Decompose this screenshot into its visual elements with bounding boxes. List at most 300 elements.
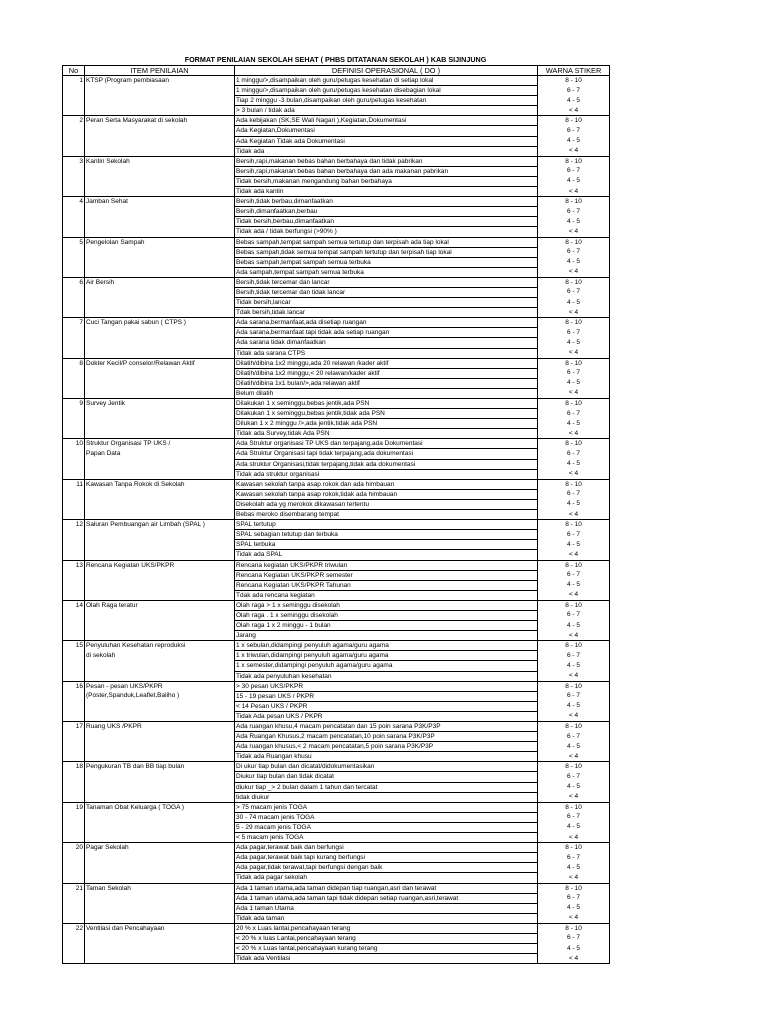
table-row xyxy=(63,136,610,146)
item-definition: Ada sampah,tempat sampah semua terbuka xyxy=(235,267,538,277)
item-name xyxy=(85,792,235,802)
item-number: 4 xyxy=(63,197,85,207)
sticker-score: < 4 xyxy=(538,348,610,358)
sticker-score: 6 - 7 xyxy=(538,570,610,580)
item-definition: Tidak ada SPAL xyxy=(235,550,538,560)
item-name: Ruang UKS /PKPR xyxy=(85,722,235,732)
table-row xyxy=(63,812,610,822)
item-definition: Tidak ada taman xyxy=(235,913,538,923)
item-definition: Ada pagar,terawat baik tapi kurang berfungsi xyxy=(235,853,538,863)
item-number xyxy=(63,308,85,318)
item-definition: Di ukur tiap bulan dan dicatat/didokumentasikan xyxy=(235,762,538,772)
item-number xyxy=(63,954,85,964)
item-name xyxy=(85,409,235,419)
sticker-score: 6 - 7 xyxy=(538,287,610,297)
sticker-score: < 4 xyxy=(538,429,610,439)
sticker-score: < 4 xyxy=(538,873,610,883)
item-name: Dokter Kecil/P conselor/Relawan Aktif xyxy=(85,358,235,368)
table-row xyxy=(63,247,610,257)
item-number: 11 xyxy=(63,479,85,489)
table-row xyxy=(63,328,610,338)
item-definition: 5 - 29 macam jenis TOGA xyxy=(235,822,538,832)
table-row xyxy=(63,944,610,954)
item-name xyxy=(85,308,235,318)
item-definition: Dilakukan 1 x seminggu,bebas jentik,ada PSN xyxy=(235,399,538,409)
sticker-score: 6 - 7 xyxy=(538,893,610,903)
table-row xyxy=(63,287,610,297)
item-definition: SPAL terbuka xyxy=(235,540,538,550)
item-number: 17 xyxy=(63,722,85,732)
sticker-score: 4 - 5 xyxy=(538,540,610,550)
table-row xyxy=(63,96,610,106)
item-number xyxy=(63,540,85,550)
item-name xyxy=(85,772,235,782)
item-number xyxy=(63,136,85,146)
sticker-score: 8 - 10 xyxy=(538,277,610,287)
table-row xyxy=(63,621,610,631)
item-number xyxy=(63,388,85,398)
table-row xyxy=(63,580,610,590)
item-name: Olah Raga teratur xyxy=(85,600,235,610)
table-row xyxy=(63,681,610,691)
table-row xyxy=(63,752,610,762)
sticker-score: < 4 xyxy=(538,106,610,116)
item-name xyxy=(85,207,235,217)
item-definition: Bebas sampah,tempat sampah semua terbuka xyxy=(235,257,538,267)
document-title: FORMAT PENILAIAN SEKOLAH SEHAT ( PHBS DITATANAN SEKOLAH ) KAB SIJINJUNG xyxy=(184,55,487,64)
item-definition: Tidak ada sarana CTPS xyxy=(235,348,538,358)
sticker-score: 8 - 10 xyxy=(538,843,610,853)
item-definition: Tdak bersih,tidak lancar xyxy=(235,308,538,318)
item-name xyxy=(85,742,235,752)
sticker-score: < 4 xyxy=(538,308,610,318)
item-name xyxy=(85,752,235,762)
item-number xyxy=(63,580,85,590)
item-name xyxy=(85,429,235,439)
sticker-score: 8 - 10 xyxy=(538,520,610,530)
item-number xyxy=(63,449,85,459)
item-definition: Bersih,tidak tercemar dan lancar xyxy=(235,277,538,287)
item-name xyxy=(85,166,235,176)
table-row xyxy=(63,368,610,378)
sticker-score: 8 - 10 xyxy=(538,318,610,328)
item-number: 10 xyxy=(63,439,85,449)
sticker-score: 8 - 10 xyxy=(538,802,610,812)
item-definition: Dilatih/dibina 1x2 minggu,ada 20 relawan /kader aktif xyxy=(235,358,538,368)
sticker-score: 4 - 5 xyxy=(538,621,610,631)
item-definition: Rencana Kegiatan UKS/PKPR semester xyxy=(235,570,538,580)
item-number xyxy=(63,187,85,197)
sticker-score: 6 - 7 xyxy=(538,166,610,176)
item-name xyxy=(85,913,235,923)
header-no: No xyxy=(63,66,85,76)
item-definition: tidak diukur xyxy=(235,792,538,802)
item-definition: Tidak ada Ventilasi xyxy=(235,954,538,964)
sticker-score: < 4 xyxy=(538,146,610,156)
item-name xyxy=(85,469,235,479)
item-name: Struktur Organisasi TP UKS / xyxy=(85,439,235,449)
item-number xyxy=(63,590,85,600)
item-definition: Bersih,rapi,makanan bebas bahan berbahaya dan tidak pabrikan xyxy=(235,156,538,166)
sticker-score: < 4 xyxy=(538,752,610,762)
item-number xyxy=(63,822,85,832)
table-row xyxy=(63,449,610,459)
item-number xyxy=(63,944,85,954)
sticker-score: 4 - 5 xyxy=(538,499,610,509)
sticker-score: 8 - 10 xyxy=(538,641,610,651)
item-definition: Bebas sampah,tempat sampah semua tertutup dan terpisah ada tiap lokal xyxy=(235,237,538,247)
table-row xyxy=(63,923,610,933)
item-name xyxy=(85,419,235,429)
item-definition: Bebas meroko disembarang tempat xyxy=(235,510,538,520)
item-name: Papan Data xyxy=(85,449,235,459)
sticker-score: 8 - 10 xyxy=(538,237,610,247)
assessment-document xyxy=(62,54,609,964)
sticker-score: < 4 xyxy=(538,550,610,560)
table-row xyxy=(63,479,610,489)
item-name: Kawasan Tanpa Rokok di Sekolah xyxy=(85,479,235,489)
table-row xyxy=(63,903,610,913)
header-item: ITEM PENILAIAN xyxy=(85,66,235,76)
item-definition: Jarang xyxy=(235,631,538,641)
table-row xyxy=(63,661,610,671)
table-row xyxy=(63,651,610,661)
item-definition: Tiap 2 minggu -3 bulan,disampaikan oleh guru/petugas kesehatan xyxy=(235,96,538,106)
sticker-score: 6 - 7 xyxy=(538,207,610,217)
sticker-score: 4 - 5 xyxy=(538,378,610,388)
sticker-score: < 4 xyxy=(538,792,610,802)
item-number xyxy=(63,863,85,873)
item-name xyxy=(85,671,235,681)
table-body xyxy=(63,76,610,964)
sticker-score: 8 - 10 xyxy=(538,560,610,570)
item-number xyxy=(63,227,85,237)
sticker-score: 4 - 5 xyxy=(538,944,610,954)
item-name: Pengelolan Sampah xyxy=(85,237,235,247)
item-number xyxy=(63,570,85,580)
sticker-score: 6 - 7 xyxy=(538,530,610,540)
item-name xyxy=(85,610,235,620)
sticker-score: 8 - 10 xyxy=(538,76,610,86)
item-definition: Tidak ada Ruangan khusu xyxy=(235,752,538,762)
item-number: 3 xyxy=(63,156,85,166)
item-number xyxy=(63,459,85,469)
item-name xyxy=(85,903,235,913)
item-number xyxy=(63,752,85,762)
item-name: Penyuluhan Kesehatan reproduksi xyxy=(85,641,235,651)
item-number: 12 xyxy=(63,520,85,530)
item-number xyxy=(63,812,85,822)
item-name xyxy=(85,580,235,590)
item-number xyxy=(63,378,85,388)
item-definition: 15 - 19 pesan UKS / PKPR xyxy=(235,691,538,701)
item-definition: Ada Kegiatan Tidak ada Dokumentasi xyxy=(235,136,538,146)
sticker-score: 4 - 5 xyxy=(538,217,610,227)
sticker-score: 4 - 5 xyxy=(538,459,610,469)
item-name xyxy=(85,136,235,146)
item-definition: Ada pagar,terawat baik dan berfungsi xyxy=(235,843,538,853)
sticker-score: < 4 xyxy=(538,267,610,277)
item-name xyxy=(85,126,235,136)
sticker-score: < 4 xyxy=(538,469,610,479)
item-number xyxy=(63,772,85,782)
item-definition: Diukur tiap bulan dan tidak dicatat xyxy=(235,772,538,782)
item-name xyxy=(85,822,235,832)
item-number xyxy=(63,893,85,903)
item-definition: > 75 macam jenis TOGA xyxy=(235,802,538,812)
item-definition: Bebas sampah,tidak semua tempat sampah tertutup dan terpisah tiap lokal xyxy=(235,247,538,257)
item-number xyxy=(63,419,85,429)
item-definition: 1 x sebulan,didampingi penyuluh agama/guru agama xyxy=(235,641,538,651)
item-name: Survey Jentik xyxy=(85,399,235,409)
item-name xyxy=(85,833,235,843)
sticker-score: 6 - 7 xyxy=(538,732,610,742)
item-number xyxy=(63,368,85,378)
sticker-score: 8 - 10 xyxy=(538,439,610,449)
item-name: Peran Serta Masyarakat di sekolah xyxy=(85,116,235,126)
item-number xyxy=(63,126,85,136)
item-number: 20 xyxy=(63,843,85,853)
header-definition: DEFINISI OPERASIONAL ( DO ) xyxy=(235,66,538,76)
sticker-score: 4 - 5 xyxy=(538,661,610,671)
table-row xyxy=(63,631,610,641)
item-definition: Olah raga 1 x 2 minggu - 1 bulan xyxy=(235,621,538,631)
table-row xyxy=(63,853,610,863)
sticker-score: 8 - 10 xyxy=(538,600,610,610)
item-definition: Rencana Kegiatan UKS/PKPR Tahunan xyxy=(235,580,538,590)
item-definition: Bersih,dimanfaatkan,berbau xyxy=(235,207,538,217)
item-definition: Dilatih/dibina 1x1 bulan/>,ada relawan aktif xyxy=(235,378,538,388)
table-row xyxy=(63,237,610,247)
item-number: 5 xyxy=(63,237,85,247)
item-number xyxy=(63,913,85,923)
item-name xyxy=(85,338,235,348)
item-number xyxy=(63,96,85,106)
item-definition: Ada Struktur organisasi TP UKS dan terpajang,ada Dokumentasi xyxy=(235,439,538,449)
sticker-score: 4 - 5 xyxy=(538,782,610,792)
item-number xyxy=(63,176,85,186)
table-row xyxy=(63,782,610,792)
item-definition: Tidak ada kantin xyxy=(235,187,538,197)
sticker-score: 6 - 7 xyxy=(538,247,610,257)
sticker-score: 6 - 7 xyxy=(538,610,610,620)
item-name xyxy=(85,378,235,388)
table-row xyxy=(63,318,610,328)
table-row xyxy=(63,207,610,217)
item-name xyxy=(85,217,235,227)
item-name: Saluran Pembuangan air Limbah (SPAL ) xyxy=(85,520,235,530)
item-definition: 1 minggu/>,disampaikan oleh guru/petugas kesehatan di setiap lokal xyxy=(235,76,538,86)
item-definition: Ada sarana tidak dimanfaatkan xyxy=(235,338,538,348)
item-name xyxy=(85,459,235,469)
sticker-score: < 4 xyxy=(538,631,610,641)
table-row xyxy=(63,742,610,752)
table-row xyxy=(63,520,610,530)
item-name xyxy=(85,298,235,308)
item-number xyxy=(63,631,85,641)
item-number xyxy=(63,489,85,499)
table-row xyxy=(63,762,610,772)
sticker-score: 8 - 10 xyxy=(538,116,610,126)
item-definition: Rencana kegiatan UKS/PKPR triwulan xyxy=(235,560,538,570)
sticker-score: 4 - 5 xyxy=(538,298,610,308)
item-number xyxy=(63,782,85,792)
item-name xyxy=(85,954,235,964)
item-name xyxy=(85,550,235,560)
item-definition: Dilukan 1 x 2 minggu />,ada jentik,tidak ada PSN xyxy=(235,419,538,429)
item-number xyxy=(63,146,85,156)
item-number: 18 xyxy=(63,762,85,772)
item-definition: Tidak ada penyuluhan kesehatan xyxy=(235,671,538,681)
item-name xyxy=(85,893,235,903)
item-definition: Ada ruangan khusus,< 2 macam pencatatan,5 poin sarana P3K/P3P xyxy=(235,742,538,752)
item-number: 8 xyxy=(63,358,85,368)
item-name xyxy=(85,257,235,267)
item-number xyxy=(63,853,85,863)
table-row xyxy=(63,338,610,348)
item-number xyxy=(63,429,85,439)
item-number: 22 xyxy=(63,923,85,933)
item-number: 6 xyxy=(63,277,85,287)
table-row xyxy=(63,308,610,318)
item-definition: Ada 1 taman Utama xyxy=(235,903,538,913)
item-definition: Ada 1 taman utama,ada taman tapi tidak didepan setiap ruangan,asri,terawat xyxy=(235,893,538,903)
item-number xyxy=(63,792,85,802)
item-number xyxy=(63,671,85,681)
table-row xyxy=(63,156,610,166)
table-row xyxy=(63,671,610,681)
item-definition: Disekolah ada yg merokok dikawasan tertentu xyxy=(235,499,538,509)
table-row xyxy=(63,722,610,732)
table-row xyxy=(63,802,610,812)
item-name xyxy=(85,782,235,792)
item-definition: Tidak ada pagar sekolah xyxy=(235,873,538,883)
item-definition: Ada sarana,bermanfaat,ada disetiap ruangan xyxy=(235,318,538,328)
sticker-score: 4 - 5 xyxy=(538,96,610,106)
item-name xyxy=(85,732,235,742)
item-name xyxy=(85,368,235,378)
item-number: 16 xyxy=(63,681,85,691)
item-definition: Ada Kegiatan,Dokumentasi xyxy=(235,126,538,136)
item-number xyxy=(63,298,85,308)
item-definition: Tidak Ada pesan UKS / PKPR xyxy=(235,711,538,721)
item-number xyxy=(63,267,85,277)
item-definition: Dilakukan 1 x seminggu,bebas jentik,tidak ada PSN xyxy=(235,409,538,419)
sticker-score: 4 - 5 xyxy=(538,419,610,429)
item-name xyxy=(85,106,235,116)
item-number xyxy=(63,691,85,701)
sticker-score: 6 - 7 xyxy=(538,126,610,136)
item-number xyxy=(63,166,85,176)
item-number xyxy=(63,499,85,509)
table-row xyxy=(63,732,610,742)
sticker-score: 4 - 5 xyxy=(538,338,610,348)
sticker-score: 6 - 7 xyxy=(538,812,610,822)
table-row xyxy=(63,510,610,520)
table-row xyxy=(63,86,610,96)
item-name xyxy=(85,287,235,297)
sticker-score: 4 - 5 xyxy=(538,822,610,832)
item-number xyxy=(63,257,85,267)
sticker-score: 8 - 10 xyxy=(538,197,610,207)
item-definition: Tidak ada / tidak berfungsi (>90% ) xyxy=(235,227,538,237)
item-name xyxy=(85,227,235,237)
assessment-table xyxy=(62,65,610,964)
table-row xyxy=(63,106,610,116)
item-name xyxy=(85,570,235,580)
item-name: Cuci Tangan pakai sabun ( CTPS ) xyxy=(85,318,235,328)
sticker-score: 6 - 7 xyxy=(538,328,610,338)
sticker-score: 8 - 10 xyxy=(538,883,610,893)
table-row xyxy=(63,590,610,600)
item-name xyxy=(85,853,235,863)
item-definition: SPAL tertutup xyxy=(235,520,538,530)
sticker-score: 8 - 10 xyxy=(538,358,610,368)
sticker-score: 4 - 5 xyxy=(538,136,610,146)
item-definition: < 20 % x luas Lantai,pencahayaan terang xyxy=(235,933,538,943)
sticker-score: < 4 xyxy=(538,833,610,843)
sticker-score: 8 - 10 xyxy=(538,156,610,166)
item-number xyxy=(63,338,85,348)
table-row xyxy=(63,550,610,560)
table-row xyxy=(63,883,610,893)
table-row xyxy=(63,166,610,176)
item-number xyxy=(63,348,85,358)
header-sticker-color: WARNA STIKER xyxy=(538,66,610,76)
item-name: Ventilasi dan Pencahayaan xyxy=(85,923,235,933)
sticker-score: 4 - 5 xyxy=(538,742,610,752)
sticker-score: 6 - 7 xyxy=(538,691,610,701)
item-number: 15 xyxy=(63,641,85,651)
table-row xyxy=(63,530,610,540)
item-name xyxy=(85,146,235,156)
item-number xyxy=(63,621,85,631)
table-row xyxy=(63,954,610,964)
sticker-score: 8 - 10 xyxy=(538,399,610,409)
item-number: 14 xyxy=(63,600,85,610)
item-number xyxy=(63,510,85,520)
item-name xyxy=(85,267,235,277)
table-row xyxy=(63,409,610,419)
table-row xyxy=(63,560,610,570)
item-number xyxy=(63,530,85,540)
item-definition: 1 minggu/>,disampaikan oleh guru/petugas kesehatan disebagian lokal xyxy=(235,86,538,96)
table-row xyxy=(63,429,610,439)
sticker-score: 6 - 7 xyxy=(538,449,610,459)
item-definition: Ada Ruangan Khusus,2 macam pencatatan,10 poin sarana P3K/P3P xyxy=(235,732,538,742)
table-row xyxy=(63,893,610,903)
table-row xyxy=(63,933,610,943)
table-row xyxy=(63,227,610,237)
item-number: 2 xyxy=(63,116,85,126)
table-row xyxy=(63,378,610,388)
item-definition: 30 - 74 macam jenis TOGA xyxy=(235,812,538,822)
sticker-score: 8 - 10 xyxy=(538,681,610,691)
table-row xyxy=(63,772,610,782)
sticker-score: < 4 xyxy=(538,913,610,923)
item-definition: Tidak bersih,lancar xyxy=(235,298,538,308)
sticker-score: 6 - 7 xyxy=(538,86,610,96)
table-row xyxy=(63,570,610,580)
item-name xyxy=(85,489,235,499)
sticker-score: 4 - 5 xyxy=(538,257,610,267)
item-number xyxy=(63,933,85,943)
item-number xyxy=(63,217,85,227)
item-definition: diukur tiap _> 2 bulan dalam 1 tahun dan tercatat xyxy=(235,782,538,792)
table-row xyxy=(63,267,610,277)
item-definition: > 3 bulan / tidak ada xyxy=(235,106,538,116)
item-name: KTSP (Program pembiasaan xyxy=(85,76,235,86)
